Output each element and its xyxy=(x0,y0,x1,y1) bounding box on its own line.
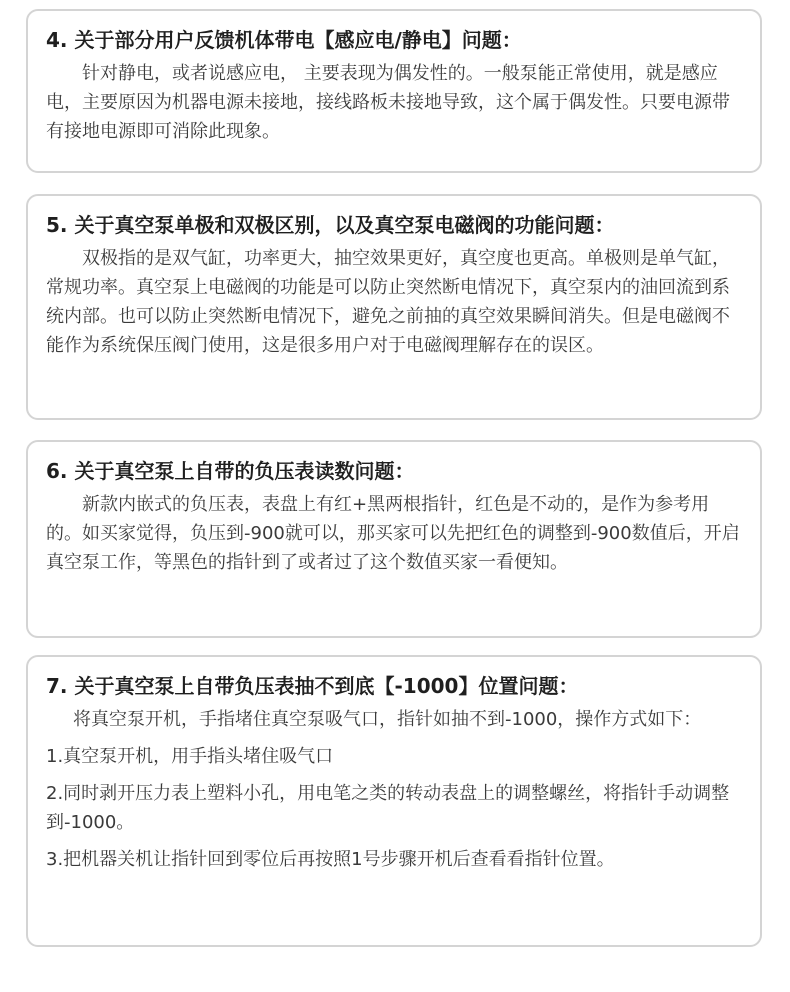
faq-title: 5. 关于真空泵单极和双极区别，以及真空泵电磁阀的功能问题： xyxy=(46,213,615,237)
faq-answer: 新款内嵌式的负压表，表盘上有红+黑两根指针，红色是不动的，是作为参考用的。如买家觉得，负压到-900就可以，那买家可以先把红色的调整到-900数值后，开启真空泵工作，等黑色的指针到了或者过了这个数值买家一看便知。 xyxy=(46,494,740,573)
faq-step: 2.同时剥开压力表上塑料小孔，用电笔之类的转动表盘上的调整螺丝，将指针手动调整到-1000。 xyxy=(46,783,730,833)
faq-answer: 针对静电，或者说感应电， 主要表现为偶发性的。一般泵能正常使用，就是感应电，主要原因为机器电源未接地，接线路板未接地导致，这个属于偶发性。只要电源带有接地电源即可消除此现象。 xyxy=(46,63,730,142)
faq-step: 3.把机器关机让指针回到零位后再按照1号步骤开机后查看看指针位置。 xyxy=(46,849,615,870)
faq-title: 7. 关于真空泵上自带负压表抽不到底【-1000】位置问题： xyxy=(46,674,579,698)
faq-step: 1.真空泵开机，用手指头堵住吸气口 xyxy=(46,746,334,767)
faq-title: 4. 关于部分用户反馈机体带电【感应电/静电】问题： xyxy=(46,28,522,52)
faq-answer: 双极指的是双气缸，功率更大，抽空效果更好，真空度也更高。单极则是单气缸，常规功率。真空泵上电磁阀的功能是可以防止突然断电情况下，真空泵内的油回流到系统内部。也可以防止突然断电情况下，避免之前抽的真空效果瞬间消失。但是电磁阀不能作为系统保压阀门使用，这是很多用户对于电磁阀理解存在的误区。 xyxy=(46,248,730,356)
faq-title: 6. 关于真空泵上自带的负压表读数问题： xyxy=(46,459,415,483)
faq-card-single-double-stage xyxy=(26,194,762,420)
faq-card-static-electricity xyxy=(26,9,762,173)
faq-card-gauge-reading xyxy=(26,440,762,638)
faq-answer: 将真空泵开机，手指堵住真空泵吸气口，指针如抽不到-1000，操作方式如下： xyxy=(73,709,702,730)
faq-card-gauge-calibration xyxy=(26,655,762,947)
